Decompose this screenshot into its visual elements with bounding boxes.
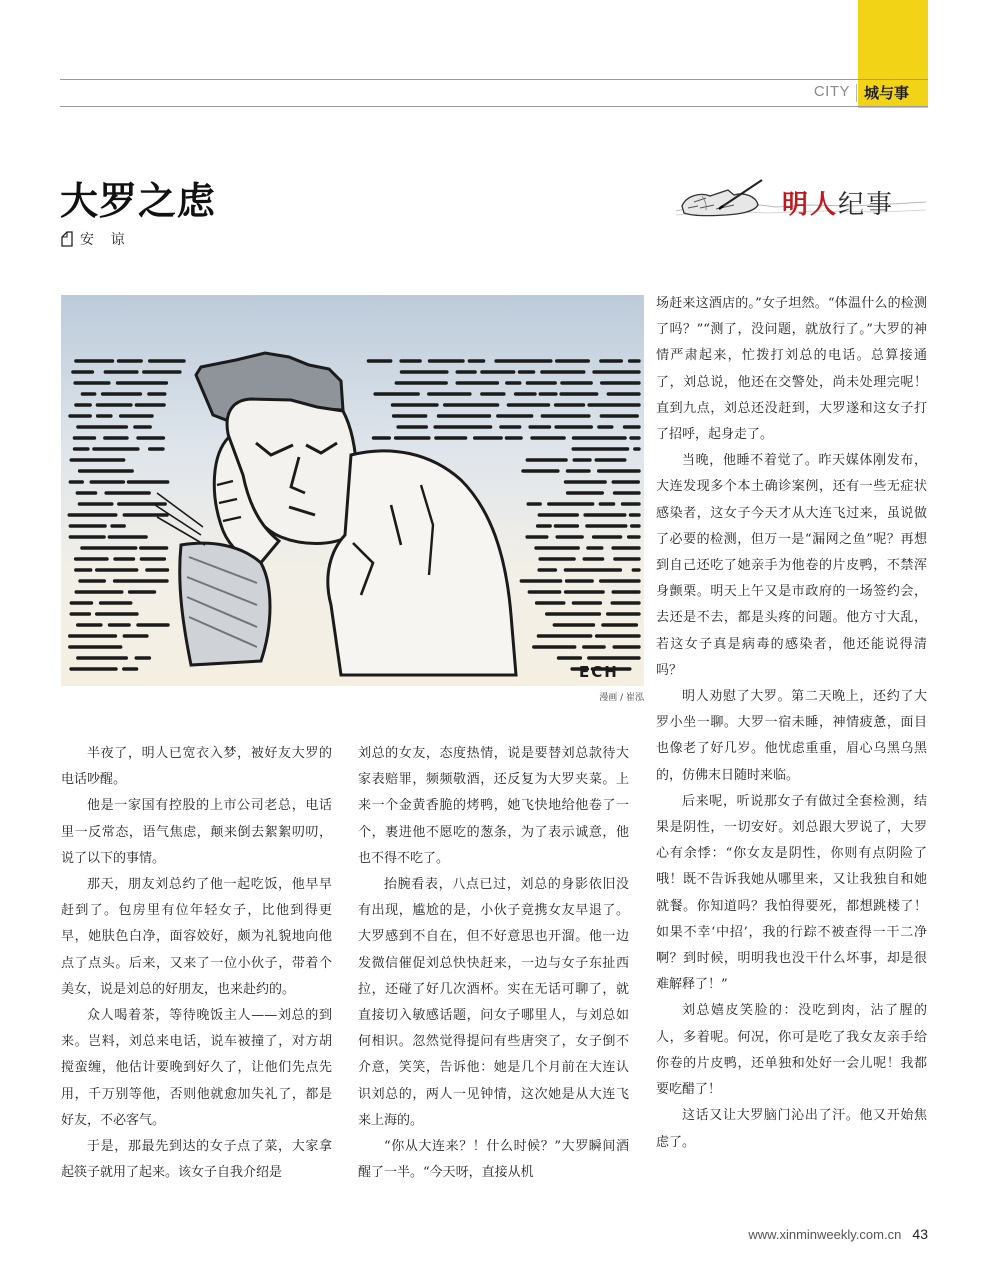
illustration-signature: ECH xyxy=(579,663,619,681)
body-paragraph: “你从大连来？！什么时候？”大罗瞬间酒醒了一半。“今天呀，直接从机 xyxy=(358,1139,629,1181)
body-paragraph: 于是，那最先到达的女子点了菜，大家拿起筷子就用了起来。该女子自我介绍是 xyxy=(61,1139,332,1181)
page-footer xyxy=(700,1224,928,1243)
pen-icon xyxy=(60,231,74,247)
column-brand-title xyxy=(782,184,894,221)
city-label: CITY xyxy=(813,83,850,100)
column-brand xyxy=(676,178,926,230)
illustration xyxy=(61,295,644,686)
column-brand-rest: 纪事 xyxy=(838,190,895,220)
body-paragraph-continued: 刘总的女友，态度热情，说是要替刘总款待大家表赔罪，频频敬酒，还反复为大罗夹菜。上来一个金黄香脆的烤鸭，她飞快地给他卷了一个，裹进他不愿吃的葱条，为了表示诚意，他也不得不吃了。 xyxy=(358,746,629,866)
body-paragraph: 明人劝慰了大罗。第二天晚上，还约了大罗小坐一聊。大罗一宿未睡，神情疲惫，面目也像老了好几岁。他忧虑重重，眉心乌黑乌黑的，仿佛末日随时来临。 xyxy=(656,689,927,783)
header-rule-top xyxy=(60,79,928,80)
body-paragraph: 这话又让大罗脑门沁出了汗。他又开始焦虑了。 xyxy=(656,1108,927,1150)
body-paragraph: 他是一家国有控股的上市公司老总，电话里一反常态，语气焦虑，颠来倒去絮絮叨叨，说了以下的事情。 xyxy=(61,798,332,866)
body-paragraph: 那天，朋友刘总约了他一起吃饭，他早早赶到了。包房里有位年轻女子，比他到得更早，她肤色白净，面容姣好，颇为礼貌地向他点了点头。后来，又来了一位小伙子，带着个美女，说是刘总的好朋友，也来赴约的。 xyxy=(61,877,332,997)
body-column-1 xyxy=(61,741,332,1186)
column-brand-accent: 明人 xyxy=(782,190,839,220)
body-paragraph: 刘总嬉皮笑脸的：没吃到肉，沾了腥的人，多着呢。何况，你可是吃了我女友亲手给你卷的片皮鸭，还单独和处好一会儿呢！我都要吃醋了！ xyxy=(656,1003,927,1098)
page-number: 43 xyxy=(912,1226,928,1242)
body-column-3 xyxy=(656,291,927,1156)
body-column-2 xyxy=(358,741,629,1186)
body-paragraph: 半夜了，明人已宽衣入梦，被好友大罗的电话吵醒。 xyxy=(61,746,332,788)
body-paragraph: 众人喝着茶，等待晚饭主人——刘总的到来。岂料，刘总来电话，说车被撞了，对方胡搅蛮缠，他估计要晚到好久了，让他们先点先用，千万别等他，否则他就愈加失礼了，都是好友，不必客气。 xyxy=(61,1008,332,1128)
website-url[interactable]: www.xinminweekly.com.cn xyxy=(748,1227,902,1242)
body-paragraph: 当晚，他睡不着觉了。昨天媒体刚发布，大连发现多个本土确诊案例，还有一些无症状感染者，这女子今天才从大连飞过来，虽说做了必要的检测，但万一是“漏网之鱼”呢？再想到自己还吃了她亲手为他卷的片皮鸭，不禁浑身颤栗。明天上午又是市政府的一场签约会，去还是不去，都是头疼的问题。他方寸大乱，若这女子真是病毒的感染者，他还能说得清吗？ xyxy=(656,453,927,678)
header-separator xyxy=(856,84,857,102)
author-name: 安 谅 xyxy=(80,232,131,248)
body-paragraph: 抬腕看表，八点已过，刘总的身影依旧没有出现，尴尬的是，小伙子竟携女友早退了。大罗感到不自在，但不好意思也开溜。他一边发微信催促刘总快快赶来，一边与女子东扯西拉，还碰了好几次酒杯。实在无话可聊了，就直接切入敏感话题，问女子哪里人，与刘总如何相识。忽然觉得提问有些唐突了，女子倒不介意，笑笑，告诉他：她是几个月前在大连认识刘总的，两人一见钟情，这次她是从大连飞来上海的。 xyxy=(358,877,629,1128)
body-paragraph-continued: 场赶来这酒店的。”女子坦然。“体温什么的检测了吗？”“测了，没问题，就放行了。”大罗的神情严肃起来，忙拨打刘总的电话。总算接通了，刘总说，他还在交警处，尚未处理完呢！直到九点，刘总还没赶到，大罗遂和这女子打了招呼，起身走了。 xyxy=(656,296,927,443)
header-rule-bottom xyxy=(60,106,928,107)
illustration-caption: 漫画 / 崔泓 xyxy=(599,693,644,703)
article-title: 大罗之虑 xyxy=(60,179,217,223)
body-paragraph: 后来呢，听说那女子有做过全套检测，结果是阴性，一切安好。刘总跟大罗说了，大罗心有余悸：“你女友是阴性，你则有点阴险了哦！既不告诉我她从哪里来，又让我独自和她就餐。你知道吗？我怕得要死，都想跳楼了！如果不幸‘中招’，我的行踪不被查得一干二净啊？到时候，明明我也没干什么坏事，却是很难解释了！” xyxy=(656,793,927,993)
section-label: 城与事 xyxy=(864,84,910,102)
byline xyxy=(60,229,130,249)
